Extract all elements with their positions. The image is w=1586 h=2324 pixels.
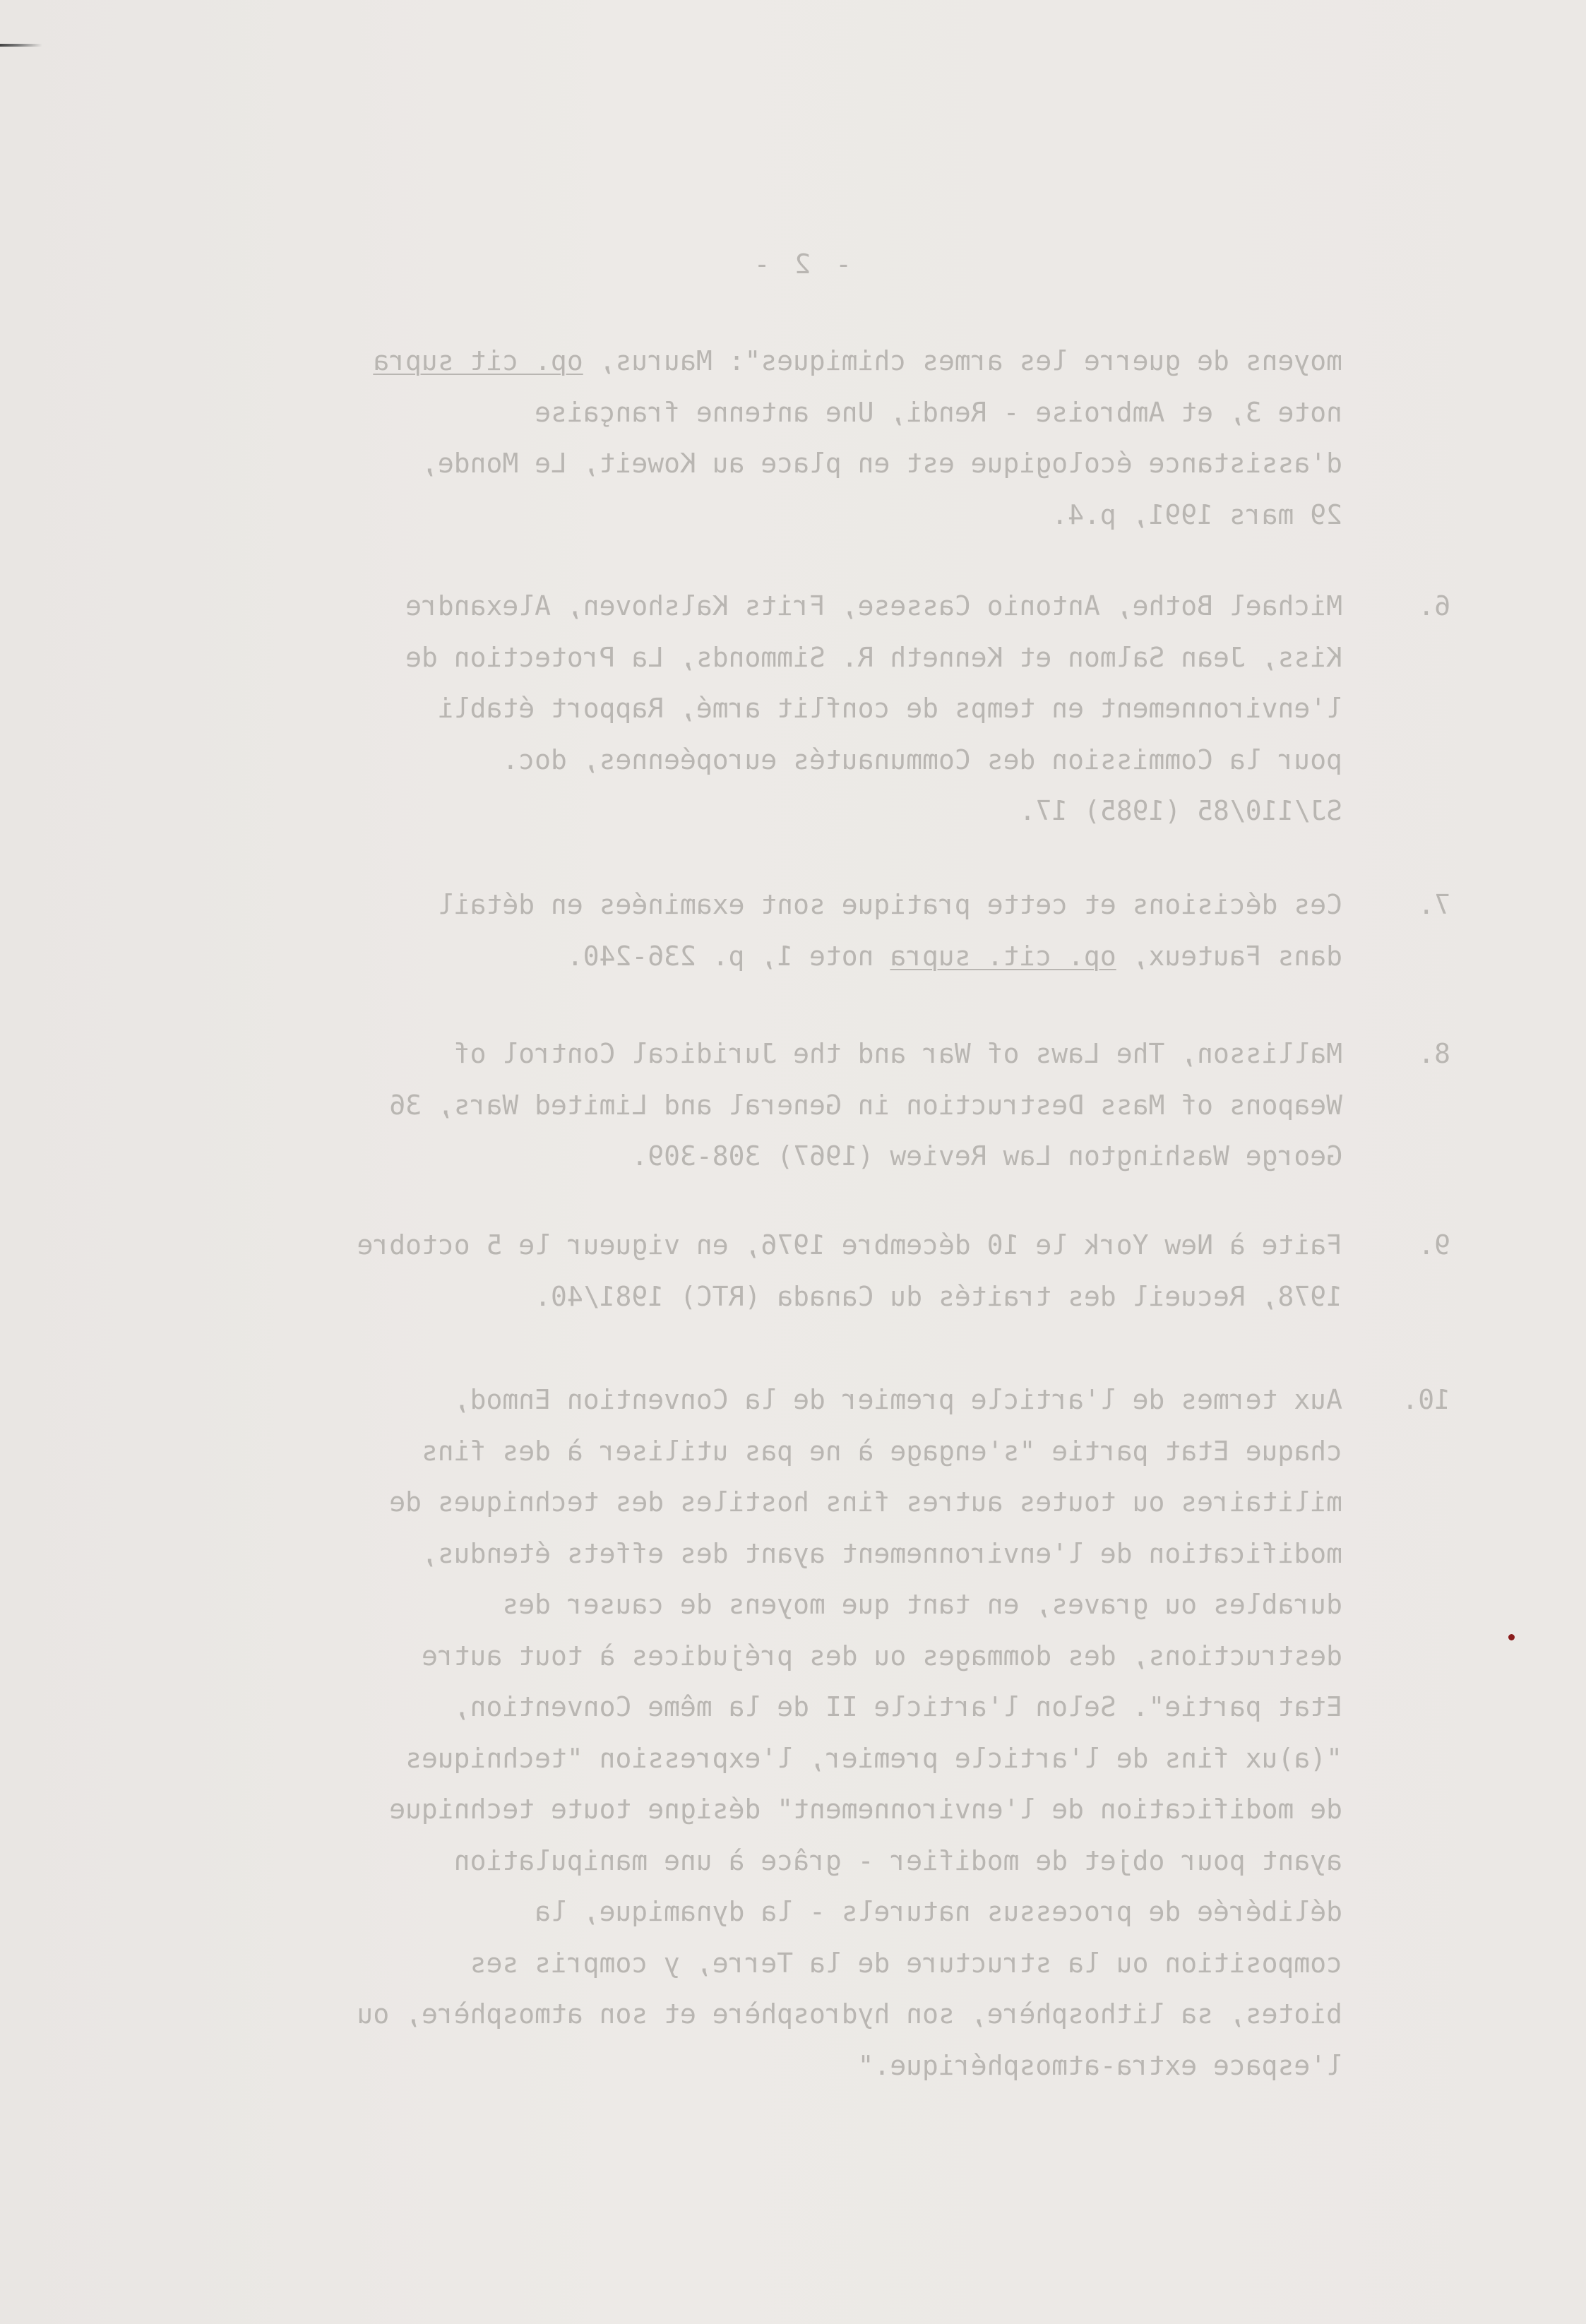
continuation-lines xyxy=(283,335,1342,540)
text-segment: durables ou graves, en tant que moyens de causer des xyxy=(502,1589,1342,1620)
text-line xyxy=(283,1426,1342,1477)
text-segment: Kiss, Jean Salmon et Kenneth R. Simmonds, La Protection de xyxy=(405,641,1342,673)
text-segment: de modification de l'environnement" désigne toute technique xyxy=(389,1794,1342,1825)
text-segment: dans Fauteux, xyxy=(1116,940,1342,972)
text-segment: l'environnement en temps de conflit armé, Rapport établi xyxy=(437,693,1342,724)
text-segment: Michael Bothe, Antonio Cassese, Frits Kalshoven, Alexandre xyxy=(405,590,1342,621)
text-line xyxy=(283,1477,1342,1528)
text-line xyxy=(283,1681,1342,1733)
text-line xyxy=(283,335,1342,387)
text-line xyxy=(283,683,1342,734)
text-segment: composition ou la structure de la Terre, y compris ses xyxy=(470,1947,1342,1979)
text-line xyxy=(283,438,1342,489)
text-segment: modification de l'environnement ayant des effets étendus, xyxy=(421,1537,1342,1569)
text-line xyxy=(283,387,1342,439)
text-line xyxy=(283,1131,1342,1182)
text-line xyxy=(283,1271,1342,1323)
footnote-lines xyxy=(283,1374,1342,2091)
text-segment: note 1, p. 236-240. xyxy=(566,940,890,972)
text-segment: délibérée de processus naturels - la dynamique, la xyxy=(535,1896,1342,1927)
text-segment: note 3, et Ambroise - Rendi, Une antenne française xyxy=(535,396,1342,428)
text-line xyxy=(283,1028,1342,1080)
text-line xyxy=(283,1528,1342,1580)
underlined-citation: op. cit. supra xyxy=(890,940,1116,972)
text-segment: ayant pour objet de modifier - grâce à une manipulation xyxy=(453,1845,1342,1876)
text-line xyxy=(283,1886,1342,1938)
footnote-number: 9. xyxy=(1418,1229,1450,1261)
text-line xyxy=(283,1784,1342,1835)
text-line xyxy=(283,1631,1342,1682)
footnote-lines xyxy=(283,1028,1342,1182)
text-line xyxy=(283,785,1342,837)
footnote-number: 8. xyxy=(1418,1038,1450,1069)
footnote-lines xyxy=(283,580,1342,837)
text-line xyxy=(283,632,1342,684)
text-line xyxy=(283,1989,1342,2040)
footnote-number: 10. xyxy=(1402,1384,1450,1415)
footnote-number: 6. xyxy=(1418,590,1450,621)
text-segment: destructions, des dommages ou des préjudices à tout autre xyxy=(421,1640,1342,1672)
text-line xyxy=(283,1938,1342,1989)
text-segment: Ces décisions et cette pratique sont examinées en détail xyxy=(437,889,1342,920)
text-segment: Mallisson, The Laws of War and the Juridical Control of xyxy=(453,1038,1342,1069)
text-line xyxy=(283,931,1342,982)
text-segment: George Washington Law Review (1967) 308-309. xyxy=(631,1140,1342,1172)
ink-speck xyxy=(1508,1634,1515,1640)
text-segment: militaires ou toutes autres fins hostiles des techniques de xyxy=(389,1486,1342,1518)
text-segment: Weapons of Mass Destruction in General and Limited Wars, 36 xyxy=(389,1089,1342,1121)
text-segment: d'assistance écologique est en place au Koweit, Le Monde, xyxy=(421,448,1342,479)
page-number: - 2 - xyxy=(749,249,852,280)
text-segment: "(a)ux fins de l'article premier, l'expression "techniques xyxy=(405,1742,1342,1774)
text-line xyxy=(283,879,1342,931)
text-line xyxy=(283,1733,1342,1784)
text-segment: l'espace extra-atmosphérique." xyxy=(857,2049,1342,2081)
footnote-lines xyxy=(283,879,1342,982)
text-line xyxy=(283,1080,1342,1131)
text-segment: 29 mars 1991, p.4. xyxy=(1051,499,1342,530)
footnote-lines xyxy=(283,1220,1342,1322)
text-segment: pour la Commission des Communautés européennes, doc. xyxy=(502,744,1342,775)
text-line xyxy=(283,2040,1342,2092)
underlined-citation: op. cit supra xyxy=(373,345,583,376)
text-segment: chaque Etat partie "s'engage à ne pas utiliser à des fins xyxy=(421,1435,1342,1467)
text-segment: Aux termes de l'article premier de la Convention Enmod, xyxy=(453,1384,1342,1415)
text-segment: moyens de guerre les armes chimiques": Maurus, xyxy=(583,345,1342,376)
footnote-number: 7. xyxy=(1418,889,1450,920)
text-line xyxy=(283,1220,1342,1271)
text-segment: Faite à New York le 10 décembre 1976, en vigueur le 5 octobre xyxy=(357,1229,1342,1261)
text-segment: biotes, sa lithosphère, son hydrosphère et son atmosphère, ou xyxy=(357,1998,1342,2030)
text-line xyxy=(283,734,1342,786)
text-line xyxy=(283,1374,1342,1426)
text-line xyxy=(283,1579,1342,1631)
text-line xyxy=(283,1835,1342,1887)
text-line xyxy=(283,489,1342,541)
text-segment: 1978, Recueil des traités du Canada (RTC) 1981/40. xyxy=(535,1280,1342,1312)
text-segment: Etat partie". Selon l'article II de la même Convention, xyxy=(453,1691,1342,1722)
text-line xyxy=(283,580,1342,632)
text-segment: SJ/110/85 (1985) 17. xyxy=(1019,795,1342,826)
